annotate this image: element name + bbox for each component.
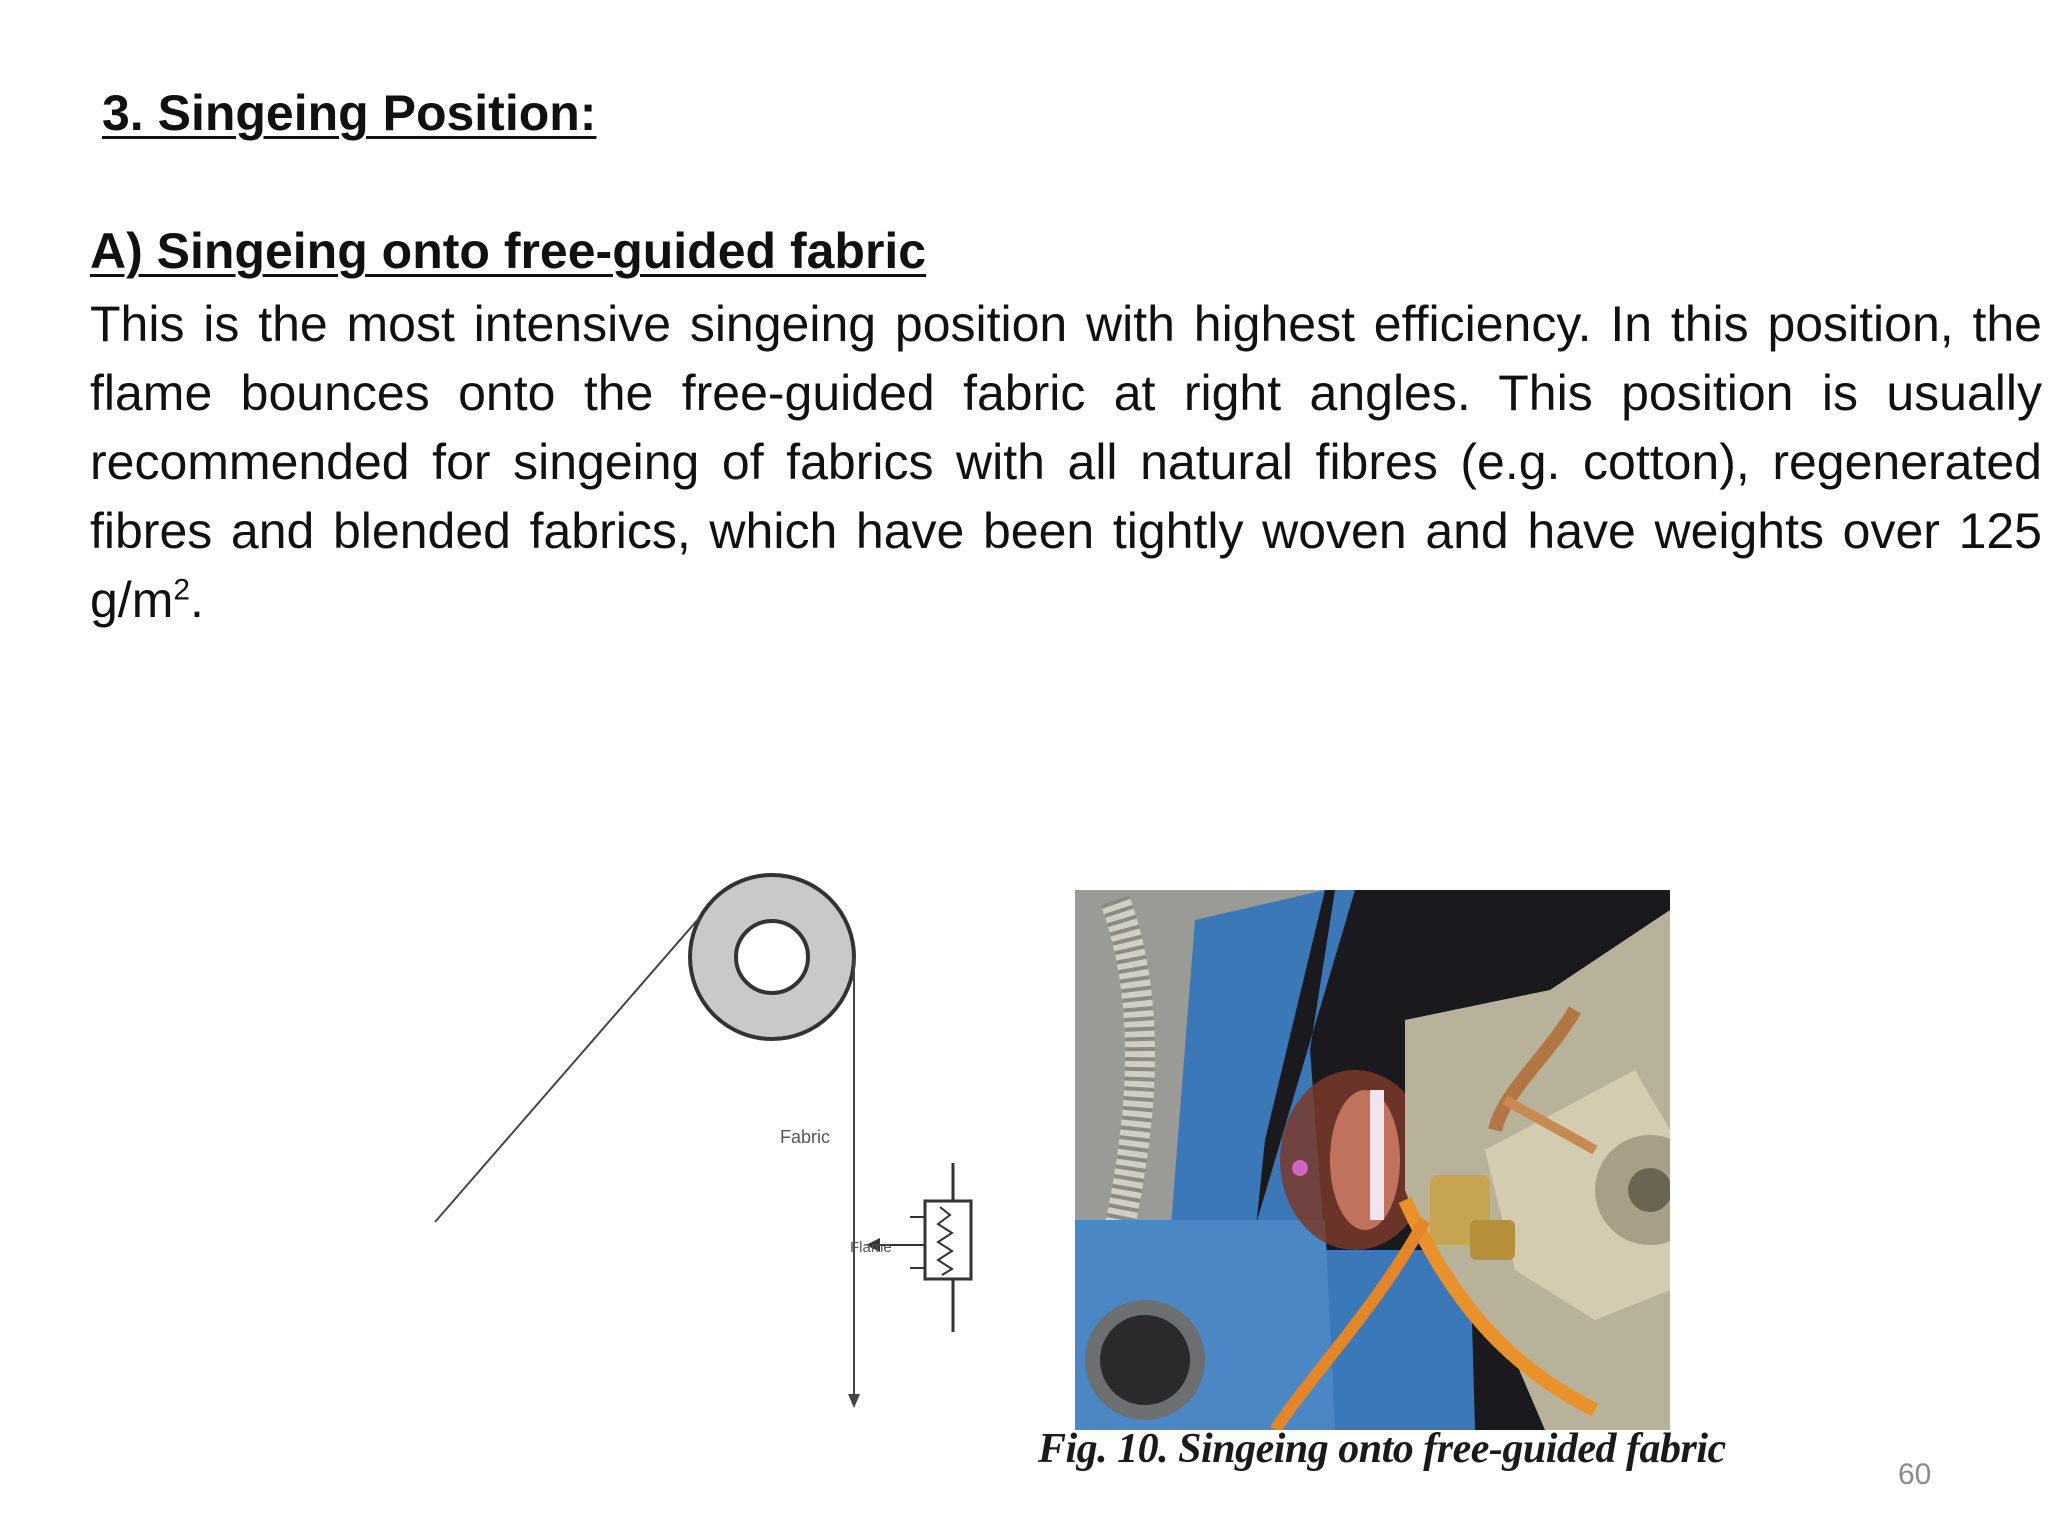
fabric-incoming-line	[435, 917, 700, 1222]
roller-inner	[736, 921, 808, 993]
body-text-end: .	[190, 572, 204, 628]
body-paragraph	[90, 290, 2042, 635]
singeing-diagram	[420, 860, 1020, 1420]
flame-label: Flame	[850, 1239, 892, 1256]
singeing-machine-photo	[1075, 890, 1670, 1430]
fabric-label: Fabric	[780, 1127, 831, 1147]
body-text-main: This is the most intensive singeing position with highest efficiency. In this position, the flame bounces onto the free-guided fabric at right angles. This position is usually recommended for singeing of fabrics with all natural fibres (e.g. cotton), regenerated fibres and blended fabrics, which have been tightly woven and have weights over 125 g/m	[90, 296, 2042, 628]
superscript-2: 2	[173, 573, 191, 607]
section-heading: 3. Singeing Position:	[102, 85, 597, 141]
fabric-arrow-head	[848, 1394, 860, 1408]
flame-spot	[1292, 1160, 1308, 1176]
page-number: 60	[1898, 1458, 1932, 1491]
subsection-heading: A) Singeing onto free-guided fabric	[90, 223, 927, 279]
figure-caption: Fig. 10. Singeing onto free-guided fabric	[1038, 1426, 1726, 1472]
